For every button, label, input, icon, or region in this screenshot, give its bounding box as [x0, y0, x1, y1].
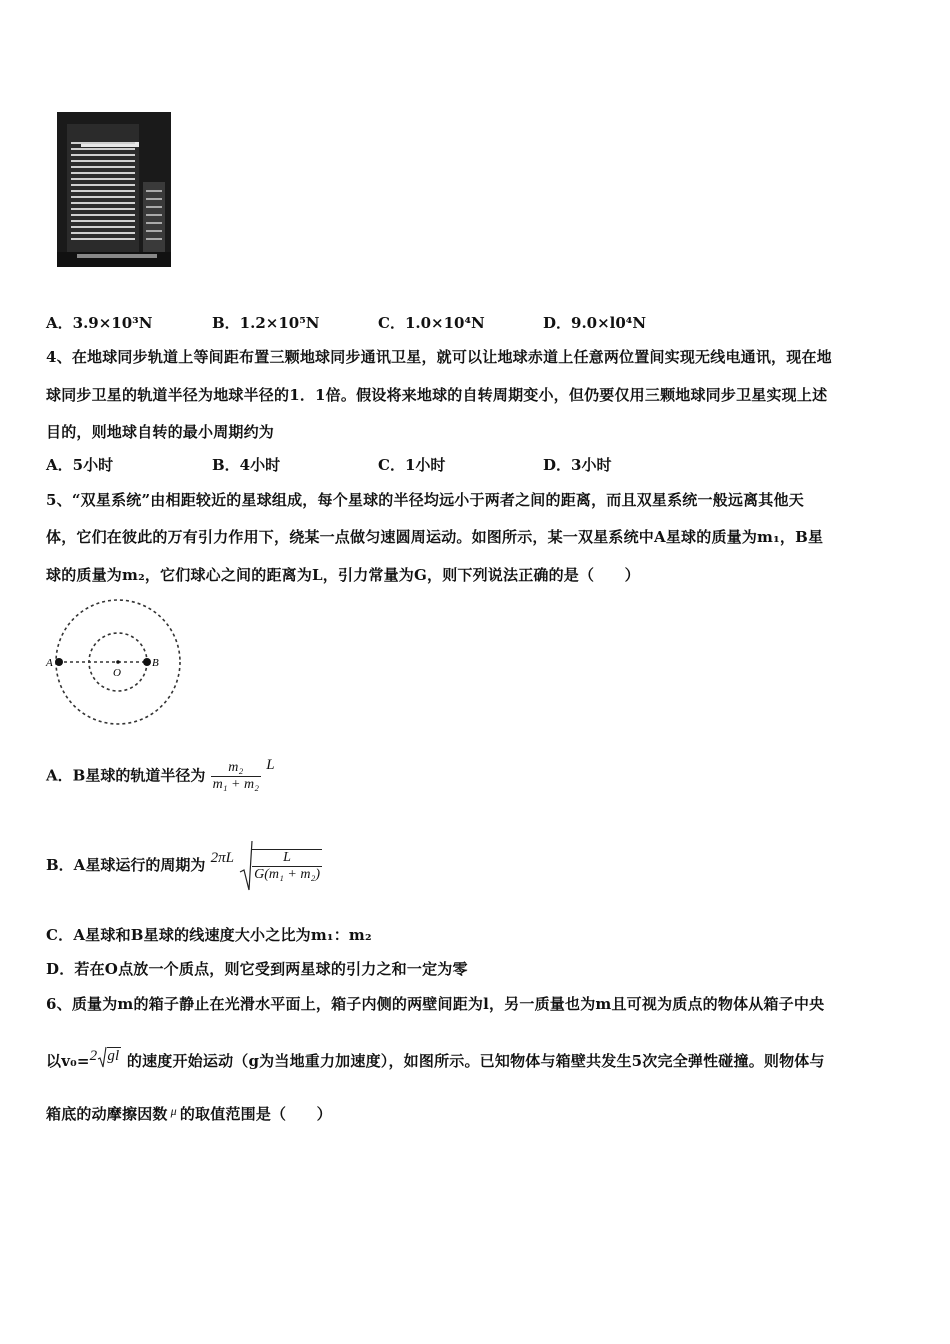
q3-option-b: B．1.2×10⁵N — [212, 314, 320, 332]
label-o: O — [113, 667, 121, 679]
q3-option-a: A．3.9×10³N — [46, 314, 153, 332]
q6-mu-symbol: μ — [170, 1104, 177, 1118]
q5-line-3: 球的质量为m₂，它们球心之间的距离为L，引力常量为G，则下列说法正确的是（ ） — [46, 566, 640, 584]
q5-option-b-radical — [239, 840, 322, 892]
radical-denominator: G(m₁ + m₂) — [254, 867, 320, 882]
star-a — [55, 658, 63, 666]
q4-line-1: 4、在地球同步轨道上等间距布置三颗地球同步通讯卫星，就可以让地球赤道上任意两位置间实现无线电通讯，现在地 — [46, 348, 832, 366]
q6-v0-coefficient: 2 — [89, 1048, 98, 1064]
star-b — [143, 658, 151, 666]
building-windows — [57, 112, 171, 267]
q6-v0-label: 以v₀= — [46, 1052, 90, 1070]
q3-option-c: C．1.0×10⁴N — [378, 314, 485, 332]
radical-sign-icon — [239, 840, 253, 892]
label-a: A — [46, 657, 53, 669]
q4-option-a: A．5小时 — [46, 456, 114, 474]
q6-line-3-post: 的取值范围是（ ） — [179, 1105, 332, 1123]
fraction-numerator: m₂ — [211, 760, 261, 777]
sqrt-sign-icon — [97, 1046, 107, 1068]
radical-numerator: L — [252, 850, 322, 867]
q5-option-b — [46, 840, 322, 892]
center-point — [116, 660, 120, 664]
q6-line-3 — [46, 1103, 332, 1124]
q5-option-a — [46, 756, 275, 793]
q4-option-b: B．4小时 — [212, 456, 281, 474]
q4-option-d: D．3小时 — [543, 456, 612, 474]
q6-line-3-pre: 箱底的动摩擦因数 — [46, 1105, 168, 1123]
q5-option-b-text: B．A星球运行的周期为 — [46, 856, 206, 874]
q5-option-a-fraction — [211, 760, 261, 793]
q5-option-c: C．A星球和B星球的线速度大小之比为m₁：m₂ — [46, 926, 372, 944]
label-b: B — [152, 657, 159, 669]
q5-option-d: D．若在O点放一个质点，则它受到两星球的引力之和一定为零 — [46, 960, 468, 978]
q4-option-c: C．1小时 — [378, 456, 446, 474]
building-photo — [57, 112, 171, 267]
binary-star-diagram — [44, 592, 190, 732]
q5-line-2: 体，它们在彼此的万有引力作用下，绕某一点做匀速圆周运动。如图所示，某一双星系统中A星球的质量为m₁，B星 — [46, 528, 824, 546]
q6-line-2-text: 的速度开始运动（g为当地重力加速度），如图所示。已知物体与箱壁共发生5次完全弹性碰撞。则物体与 — [126, 1052, 825, 1070]
q4-line-3: 目的，则地球自转的最小周期约为 — [46, 423, 275, 441]
q5-option-a-text: A．B星球的轨道半径为 — [46, 766, 206, 785]
q3-option-d: D．9.0×l0⁴N — [543, 314, 647, 332]
q5-option-a-tail: L — [266, 756, 275, 773]
q5-line-1: 5、“双星系统”由相距较近的星球组成，每个星球的半径均远小于两者之间的距离，而且双星系统一般远离其他天 — [46, 491, 804, 509]
q5-option-b-fraction — [252, 849, 322, 883]
q6-line-2 — [46, 1046, 825, 1071]
q5-option-b-coefficient: 2πL — [210, 850, 234, 866]
q6-line-1: 6、质量为m的箱子静止在光滑水平面上，箱子内侧的两壁间距为l，另一质量也为m且可视为质点的物体从箱子中央 — [46, 995, 825, 1013]
fraction-denominator: m₁ + m₂ — [212, 777, 259, 792]
q6-v0-radicand: gl — [107, 1048, 120, 1064]
q4-line-2: 球同步卫星的轨道半径为地球半径的1．1倍。假设将来地球的自转周期变小，但仍要仅用三颗地球同步卫星实现上述 — [46, 386, 828, 404]
